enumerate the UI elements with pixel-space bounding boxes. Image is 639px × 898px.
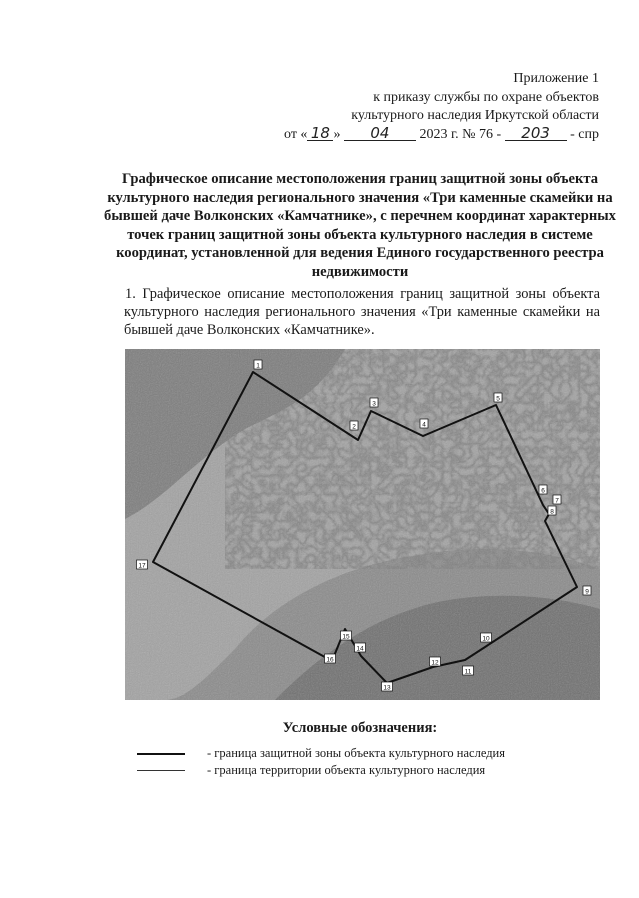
point-label-17 (137, 560, 148, 570)
svg-text:16: 16 (326, 656, 334, 664)
date-mid: » (333, 126, 341, 142)
point-label-7 (553, 495, 561, 505)
svg-text:13: 13 (383, 684, 391, 692)
svg-text:5: 5 (496, 395, 500, 403)
date-day: 18 (307, 126, 333, 141)
point-label-8 (548, 506, 556, 516)
legend-item-territory (137, 763, 485, 778)
date-prefix: от « (284, 126, 308, 142)
order-number: 203 (505, 126, 567, 141)
point-label-16 (325, 654, 336, 664)
point-label-15 (341, 631, 352, 641)
point-label-9 (583, 586, 591, 596)
agency-line: культурного наследия Иркутской области (351, 108, 599, 123)
appendix-label: Приложение 1 (513, 71, 599, 86)
date-month: 04 (344, 126, 416, 141)
legend-territory-text: - граница территории объекта культурного наследия (207, 763, 486, 777)
svg-text:9: 9 (585, 588, 589, 596)
point-label-6 (539, 485, 547, 495)
order-line: к приказу службы по охране объектов (373, 89, 599, 105)
point-label-10 (481, 633, 492, 643)
point-label-3 (370, 398, 378, 408)
svg-text:8: 8 (550, 508, 554, 516)
svg-text:4: 4 (422, 421, 426, 429)
svg-text:15: 15 (342, 633, 350, 641)
legend-title: Условные обозначения: (282, 720, 438, 736)
svg-text:3: 3 (372, 400, 376, 408)
svg-text:14: 14 (356, 645, 364, 653)
svg-text:1: 1 (256, 362, 260, 370)
legend-thick-line (137, 753, 185, 755)
document-header (284, 70, 599, 144)
svg-text:17: 17 (138, 562, 146, 570)
svg-text:11: 11 (464, 668, 472, 676)
point-label-5 (494, 393, 502, 403)
svg-text:6: 6 (541, 487, 545, 495)
legend-item-zone (137, 746, 505, 761)
point-label-2 (350, 421, 358, 431)
svg-text:10: 10 (482, 635, 490, 643)
point-label-14 (355, 643, 366, 653)
svg-text:7: 7 (555, 497, 559, 505)
legend-thin-line (137, 770, 185, 771)
section-paragraph: 1. Графическое описание местоположения границ защитной зоны объекта культурного наследия регионального значения «Три каменные скамейки на бывшей даче Волконских «Камчатнике». (124, 286, 600, 339)
point-label-4 (420, 419, 428, 429)
date-year-number: 2023 г. № 76 - (419, 126, 502, 142)
boundary-map (125, 349, 600, 700)
svg-text:2: 2 (352, 423, 356, 431)
document-title: Графическое описание местоположения границ защитной зоны объекта культурного наследия регионального значения «Три каменные скамейки на бывшей даче Волконских «Камчатнике», с перечнем координат характерных точек границ защитной зоны объекта культурного наследия в системе координат, установленной для ведения Единого государственного реестра недвижимости (104, 171, 616, 280)
point-label-12 (430, 657, 441, 667)
point-label-1 (254, 360, 262, 370)
date-suffix: - спр (570, 126, 599, 142)
date-line (284, 123, 599, 145)
point-label-13 (382, 682, 393, 692)
point-label-11 (463, 666, 474, 676)
legend-zone-text: - граница защитной зоны объекта культурного наследия (207, 746, 505, 760)
svg-text:12: 12 (431, 659, 439, 667)
